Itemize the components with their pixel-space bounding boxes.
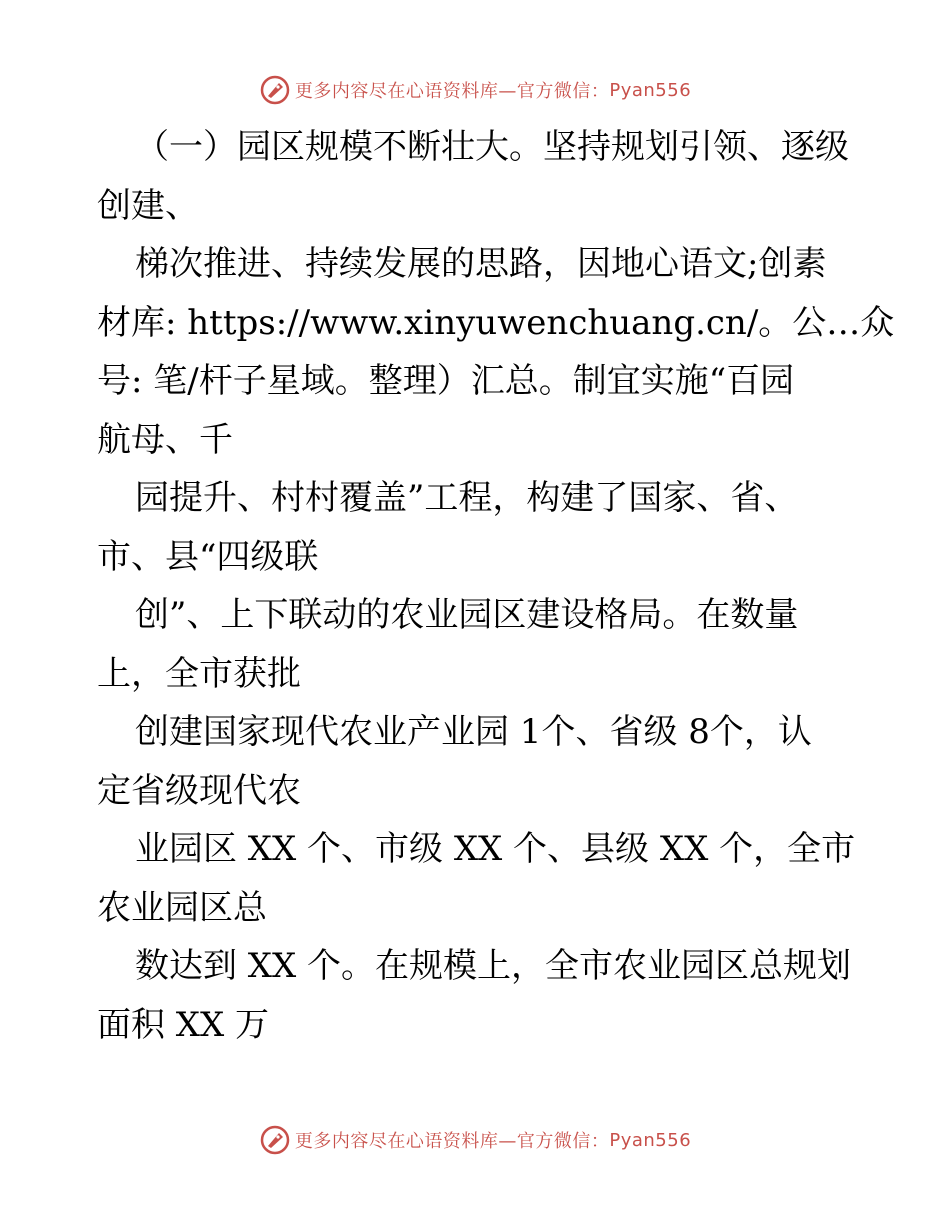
body-line: 市、县“四级联 [97, 536, 319, 577]
body-line: 航母、千 [97, 419, 233, 460]
pen-nib-logo-icon [259, 1124, 291, 1156]
body-line: 上，全市获批 [97, 653, 301, 694]
body-line: 创”、上下联动的农业园区建设格局。在数量 [135, 595, 799, 635]
body-line: 业园区 XX 个、市级 XX 个、县级 XX 个，全市 [135, 829, 856, 869]
body-line: 号: 笔/杆子星域。整理）汇总。制宜实施“百园 [97, 361, 795, 401]
watermark-wechat-id: Pyan556 [609, 1129, 692, 1151]
watermark-text: 更多内容尽在心语资料库—官方微信： [294, 81, 610, 102]
body-line: （一）园区规模不断壮大。坚持规划引领、逐级 [135, 127, 849, 167]
body-line: 农业园区总 [97, 887, 267, 928]
body-line: 梯次推进、持续发展的思路，因地心语文;创素 [135, 244, 827, 284]
body-line: 创建、 [97, 185, 199, 226]
watermark-wechat-id: Pyan556 [609, 79, 692, 101]
header-watermark [0, 70, 950, 110]
body-line: 定省级现代农 [97, 770, 301, 811]
pen-nib-logo-icon [259, 74, 291, 106]
body-line: 园提升、村村覆盖”工程，构建了国家、省、 [135, 478, 799, 518]
body-line: 面积 XX 万 [97, 1004, 270, 1045]
body-line: 创建国家现代农业产业园 1个、省级 8个，认 [135, 712, 812, 752]
watermark-text: 更多内容尽在心语资料库—官方微信： [294, 1131, 610, 1152]
body-line: 数达到 XX 个。在规模上，全市农业园区总规划 [135, 946, 852, 986]
body-line: 材库: https://www.xinyuwenchuang.cn/。公…众 [97, 302, 895, 343]
document-body [97, 118, 895, 1054]
footer-watermark [0, 1120, 950, 1160]
